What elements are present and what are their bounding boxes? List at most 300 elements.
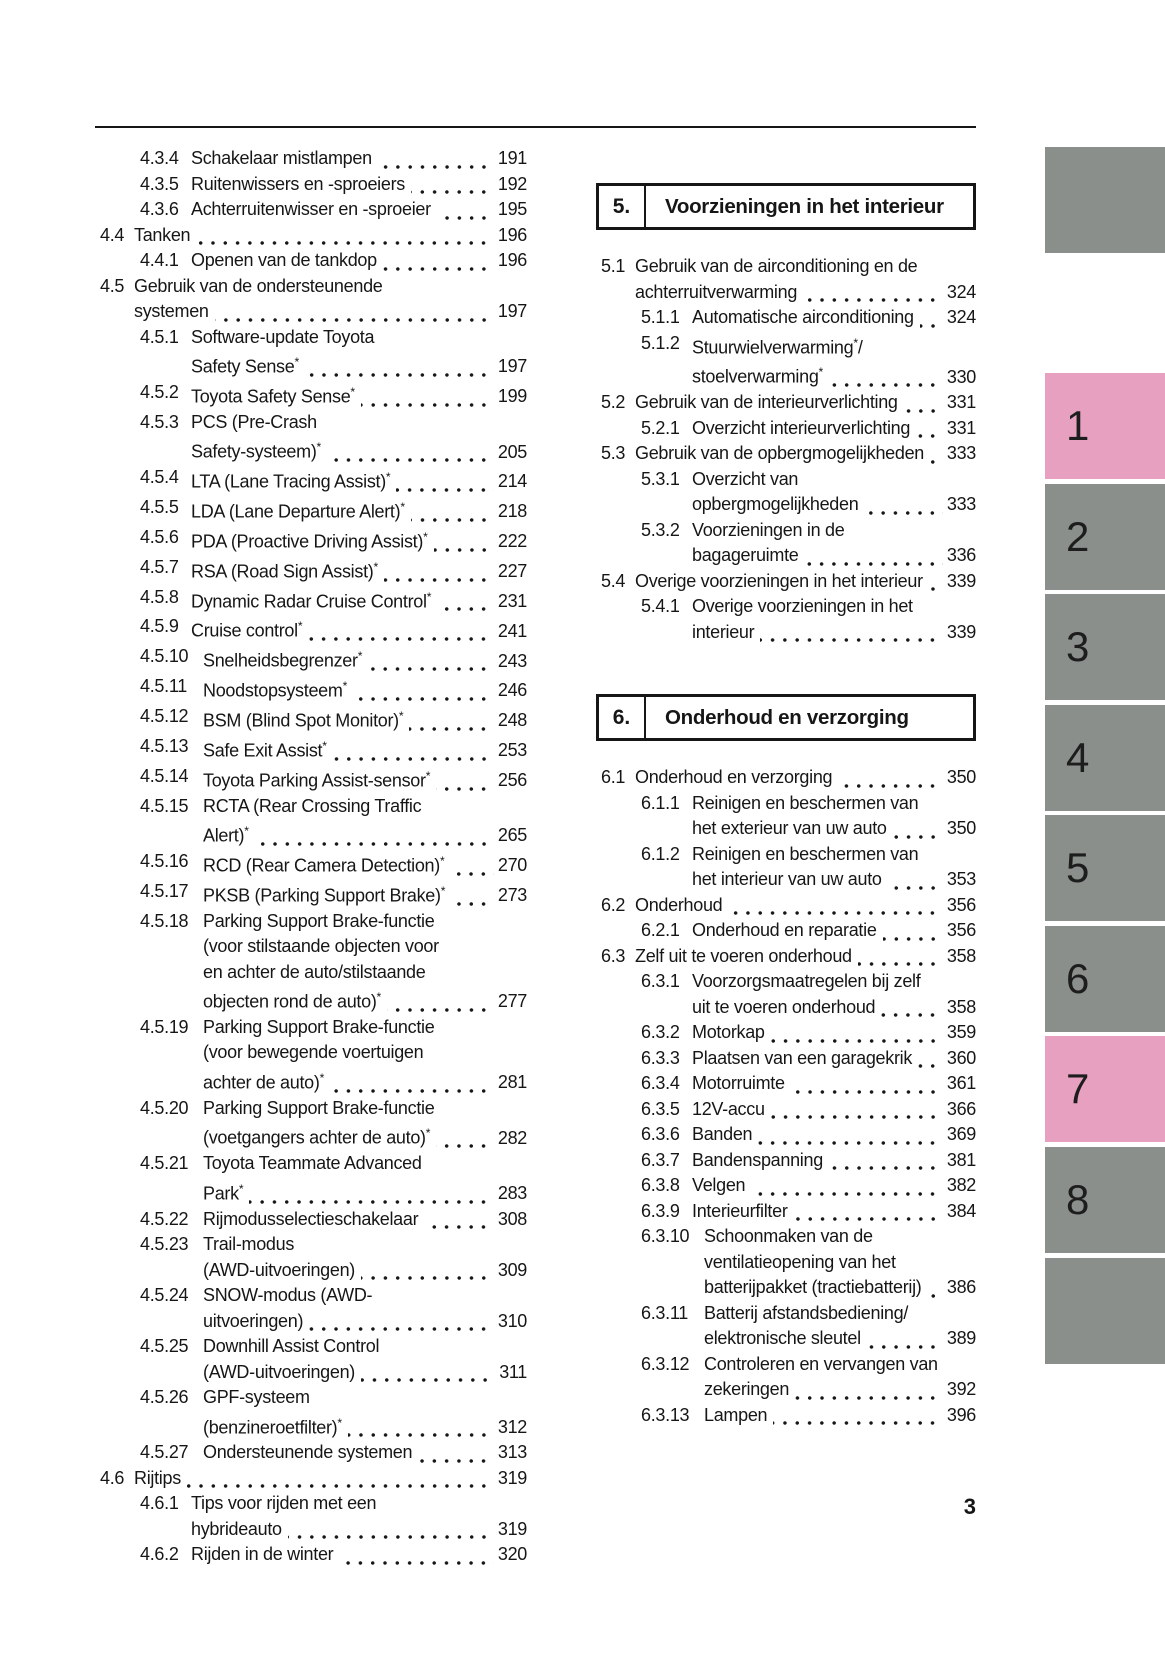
toc-entry-text: LDA (Lane Departure Alert)* xyxy=(191,499,405,522)
toc-entry-text: Alert)* xyxy=(203,824,249,846)
toc-entry-text: achter de auto)* xyxy=(203,1070,325,1093)
toc-entry-page: 331 xyxy=(946,417,976,438)
toc-entry-page: 192 xyxy=(497,173,527,194)
toc-entry-number: 6.1 xyxy=(601,767,626,788)
toc-entry-page: 350 xyxy=(946,767,976,788)
toc-entry-number: 4.3.4 xyxy=(140,148,179,168)
chapter-tab-label: 3 xyxy=(1066,623,1090,670)
toc-entry-number: 4.5.2 xyxy=(140,381,179,402)
toc-entry-page: 222 xyxy=(497,531,527,552)
toc-entry-text: het interieur van uw auto xyxy=(692,869,882,890)
toc-entry-text: Reinigen en beschermen van xyxy=(692,792,919,813)
toc-entry-5.4 xyxy=(596,569,976,595)
toc-column-right xyxy=(596,183,976,1428)
dot-leader xyxy=(434,546,494,555)
toc-entry-line xyxy=(134,223,527,249)
toc-entry-text: Achterruitenwisser en -sproeier xyxy=(191,199,431,219)
dot-leader xyxy=(760,636,943,645)
toc-entry-text: Ondersteunende systemen xyxy=(203,1442,413,1463)
dot-leader xyxy=(791,1088,943,1097)
toc-entry-text: 12V-accu xyxy=(692,1098,765,1119)
dot-leader xyxy=(803,296,943,305)
toc-entry-6.3.1 xyxy=(596,969,976,1020)
toc-entry-line xyxy=(692,305,976,331)
toc-entry-text: Onderhoud en verzorging xyxy=(635,767,833,788)
toc-entry-page: 358 xyxy=(946,996,976,1017)
dot-leader xyxy=(450,870,493,879)
toc-entry-page: 356 xyxy=(946,894,976,915)
toc-entry-text: PDA (Proactive Driving Assist)* xyxy=(191,529,428,552)
toc-entry-5.2.1 xyxy=(596,416,976,442)
toc-entry-page: 246 xyxy=(497,680,527,701)
toc-entry-line xyxy=(203,1309,527,1335)
toc-entry-text: Onderhoud xyxy=(635,894,723,915)
toc-entry-line xyxy=(704,1250,976,1276)
dot-leader xyxy=(348,1431,494,1440)
toc-entry-number: 6.1.1 xyxy=(641,792,680,813)
toc-entry-page: 253 xyxy=(497,740,527,761)
toc-entry-page: 309 xyxy=(497,1259,527,1280)
toc-entry-6.2 xyxy=(596,893,976,919)
toc-entry-number: 6.3.13 xyxy=(641,1404,690,1425)
toc-entry-line xyxy=(704,1301,976,1327)
dot-leader xyxy=(758,1139,943,1148)
toc-entry-number: 6.3.7 xyxy=(641,1149,680,1170)
toc-entry-number: 6.2 xyxy=(601,894,626,915)
asterisk-superscript: * xyxy=(294,355,299,369)
toc-entry-number: 4.5.10 xyxy=(140,646,189,667)
dot-leader xyxy=(424,1223,494,1232)
dot-leader xyxy=(308,635,494,644)
toc-entry-number: 4.5.8 xyxy=(140,586,179,607)
dot-leader xyxy=(411,516,494,525)
toc-entry-text: Rijmodusselectieschakelaar xyxy=(203,1208,419,1229)
toc-entry-text: achterruitverwarming xyxy=(635,281,798,302)
toc-entry-line xyxy=(203,1232,527,1258)
asterisk-superscript: * xyxy=(337,1415,342,1430)
toc-entry-4.5.17 xyxy=(95,879,527,909)
toc-entry-number: 4.4.1 xyxy=(140,250,179,270)
toc-entry-number: 4.5 xyxy=(100,275,125,296)
toc-entry-line xyxy=(692,360,976,390)
toc-entry-number: 4.6.1 xyxy=(140,1493,179,1514)
dot-leader xyxy=(773,1419,943,1428)
toc-entry-page: 356 xyxy=(946,920,976,941)
asterisk-superscript: * xyxy=(316,440,322,455)
page-number: 3 xyxy=(963,1494,976,1519)
toc-entry-6.3.12 xyxy=(596,1352,976,1403)
toc-entry-4.5.1 xyxy=(95,325,527,380)
toc-entry-number: 4.5.18 xyxy=(140,910,189,931)
toc-entry-4.5.18 xyxy=(95,909,527,1015)
toc-entry-text: (voor bewegende voertuigen xyxy=(203,1042,424,1063)
dot-leader xyxy=(437,214,494,223)
toc-entry-number: 6.1.2 xyxy=(641,843,680,864)
toc-entry-6.3.6 xyxy=(596,1122,976,1148)
toc-entry-line xyxy=(692,969,976,995)
toc-entry-line xyxy=(704,1377,976,1403)
toc-entry-number: 4.5.13 xyxy=(140,735,189,756)
toc-entry-text: Banden xyxy=(692,1124,753,1145)
toc-entry-text: GPF-systeem xyxy=(203,1387,310,1408)
section-header-box xyxy=(596,694,976,741)
chapter-tab-blank xyxy=(1045,147,1165,253)
toc-entry-number: 6.3.5 xyxy=(641,1098,680,1119)
chapter-tab-8 xyxy=(1045,1147,1165,1253)
toc-entry-text: RSA (Road Sign Assist)* xyxy=(191,559,378,582)
toc-entry-text: Toyota Teammate Advanced xyxy=(203,1153,422,1174)
toc-entry-4.6 xyxy=(95,1466,527,1492)
toc-entry-text: (benzineroetfilter)* xyxy=(203,1415,342,1437)
toc-entry-line xyxy=(203,819,527,849)
toc-entry-text: (AWD-uitvoeringen) xyxy=(203,1361,355,1382)
toc-entry-text: Overzicht interieurverlichting xyxy=(692,417,911,438)
toc-entry-line xyxy=(203,1207,527,1233)
toc-entry-line xyxy=(692,816,976,842)
toc-entry-text: Schakelaar mistlampen xyxy=(191,148,372,168)
dot-leader xyxy=(881,1011,943,1020)
asterisk-superscript: * xyxy=(818,365,824,380)
toc-entry-page: 265 xyxy=(497,825,527,846)
toc-entry-text: (voetgangers achter de auto)* xyxy=(203,1126,431,1148)
dot-leader xyxy=(288,1533,494,1542)
toc-entry-line xyxy=(203,1066,527,1096)
toc-entry-number: 4.5.26 xyxy=(140,1387,189,1408)
toc-entry-4.5.6 xyxy=(95,525,527,555)
toc-section-5 xyxy=(596,183,976,645)
dot-leader xyxy=(387,1006,494,1015)
toc-entry-page: 389 xyxy=(946,1328,976,1349)
toc-entry-6.3.10 xyxy=(596,1224,976,1301)
toc-entry-text: Safety Sense* xyxy=(191,355,299,377)
toc-entry-text: Park* xyxy=(203,1181,244,1204)
toc-entry-line xyxy=(692,492,976,518)
toc-entry-page: 196 xyxy=(497,250,527,270)
asterisk-superscript: * xyxy=(400,499,405,514)
toc-entry-page: 311 xyxy=(499,1361,527,1382)
toc-entry-page: 283 xyxy=(497,1183,527,1204)
toc-entry-number: 4.5.14 xyxy=(140,765,189,786)
toc-entry-text: bagageruimte xyxy=(692,545,799,566)
toc-entry-page: 330 xyxy=(946,366,976,387)
toc-entry-number: 4.6 xyxy=(100,1467,125,1488)
toc-entry-line xyxy=(203,734,527,764)
toc-entry-4.4.1 xyxy=(95,248,527,274)
dot-leader xyxy=(829,381,943,390)
toc-entry-line xyxy=(635,441,976,467)
toc-entry-4.5.3 xyxy=(95,410,527,465)
toc-entry-number: 4.5.9 xyxy=(140,616,179,637)
toc-entry-4.5.14 xyxy=(95,764,527,794)
toc-entry-page: 361 xyxy=(946,1073,976,1094)
toc-entry-page: 282 xyxy=(497,1127,527,1148)
dot-leader xyxy=(918,1062,943,1071)
toc-entry-number: 4.5.22 xyxy=(140,1208,189,1229)
toc-entry-text: Safe Exit Assist* xyxy=(203,738,327,761)
toc-entry-page: 353 xyxy=(946,869,976,890)
toc-entry-text: Downhill Assist Control xyxy=(203,1336,380,1357)
toc-entry-number: 4.5.11 xyxy=(140,676,187,697)
toc-entry-line xyxy=(635,944,976,970)
dot-leader xyxy=(771,1037,943,1046)
toc-entry-line xyxy=(692,620,976,646)
toc-entry-line xyxy=(134,1466,527,1492)
toc-entry-text: RCD (Rear Camera Detection)* xyxy=(203,853,445,876)
toc-entry-4.5.23 xyxy=(95,1232,527,1283)
asterisk-superscript: * xyxy=(426,589,432,604)
toc-entry-text: Rijtips xyxy=(134,1467,181,1488)
toc-entry-line xyxy=(134,299,527,325)
toc-entry-text: Toyota Safety Sense* xyxy=(191,384,355,407)
toc-entry-page: 205 xyxy=(497,441,527,462)
toc-entry-line xyxy=(635,390,976,416)
toc-entry-page: 324 xyxy=(946,307,976,327)
toc-entry-page: 248 xyxy=(497,710,527,731)
toc-entry-line xyxy=(191,197,527,223)
toc-entry-page: 384 xyxy=(946,1200,976,1221)
toc-section-6 xyxy=(596,694,976,1428)
toc-entry-6.1.2 xyxy=(596,842,976,893)
dot-leader xyxy=(451,900,494,909)
toc-entry-text: stoelverwarming* xyxy=(692,365,824,387)
asterisk-superscript: * xyxy=(238,1181,244,1196)
toc-entry-5.3 xyxy=(596,441,976,467)
toc-entry-4.5.5 xyxy=(95,495,527,525)
chapter-tab-blank xyxy=(1045,1258,1165,1364)
toc-entry-page: 197 xyxy=(497,301,527,321)
toc-entry-line xyxy=(692,467,976,493)
toc-entry-text: Toyota Parking Assist-sensor* xyxy=(203,768,431,791)
dot-leader xyxy=(353,695,494,704)
toc-entry-line xyxy=(692,842,976,868)
toc-entry-page: 273 xyxy=(497,885,527,906)
toc-entry-text: RCTA (Rear Crossing Traffic xyxy=(203,795,422,816)
toc-entry-4.5.4 xyxy=(95,465,527,495)
toc-entry-number: 6.3.8 xyxy=(641,1175,680,1196)
toc-entry-line xyxy=(191,555,527,585)
toc-entry-line xyxy=(191,585,527,615)
toc-entry-5.3.2 xyxy=(596,518,976,569)
toc-entry-number: 5.1.1 xyxy=(641,307,680,327)
dot-leader xyxy=(858,960,943,969)
toc-entry-page: 339 xyxy=(946,621,976,642)
toc-entry-text: PCS (Pre-Crash xyxy=(191,411,317,432)
dot-leader xyxy=(794,1215,943,1224)
asterisk-superscript: * xyxy=(244,824,249,839)
toc-entry-6.3.13 xyxy=(596,1403,976,1429)
toc-entry-line xyxy=(191,380,527,410)
toc-entry-text: Ruitenwissers en -sproeiers xyxy=(191,173,405,194)
section-title: Onderhoud en verzorging xyxy=(665,705,909,729)
chapter-tab-5 xyxy=(1045,815,1165,921)
toc-entry-line xyxy=(203,1283,527,1309)
toc-entry-line xyxy=(692,416,976,442)
section-header-box xyxy=(596,183,976,230)
toc-entry-text: Stuurwielverwarming*/ xyxy=(692,335,863,357)
toc-entry-text: Parking Support Brake-functie xyxy=(203,1097,435,1118)
toc-entry-text: Plaatsen van een garagekrik xyxy=(692,1047,913,1068)
toc-entry-text: Motorruimte xyxy=(692,1073,785,1094)
toc-entry-line xyxy=(191,435,527,465)
toc-entry-text: uitvoeringen) xyxy=(203,1310,304,1331)
toc-entry-line xyxy=(203,1360,527,1386)
toc-entry-line xyxy=(203,1177,527,1207)
dot-leader xyxy=(396,486,493,495)
toc-entry-text: Overzicht van xyxy=(692,468,799,489)
toc-entry-page: 231 xyxy=(497,590,527,611)
chapter-tab-4 xyxy=(1045,705,1165,811)
toc-entry-text: Overige voorzieningen in het xyxy=(692,596,913,617)
toc-entry-6.3.9 xyxy=(596,1199,976,1225)
dot-leader xyxy=(309,1325,494,1334)
toc-entry-line xyxy=(203,909,527,935)
toc-entry-page: 381 xyxy=(946,1149,976,1170)
toc-entry-line xyxy=(203,1385,527,1411)
toc-entry-text: Voorzieningen in de xyxy=(692,519,845,540)
asterisk-superscript: * xyxy=(398,708,404,723)
toc-entry-text: hybrideauto xyxy=(191,1518,282,1539)
toc-entry-line xyxy=(203,960,527,986)
dot-leader xyxy=(409,725,494,734)
asterisk-superscript: * xyxy=(322,738,327,753)
toc-entry-6.1 xyxy=(596,765,976,791)
toc-entry-line xyxy=(704,1326,976,1352)
toc-entry-text: Tanken xyxy=(134,224,191,245)
toc-entry-text: Dynamic Radar Cruise Control* xyxy=(191,589,432,611)
toc-entry-text: (AWD-uitvoeringen) xyxy=(203,1259,355,1280)
chapter-tab-label: 4 xyxy=(1066,734,1090,781)
toc-entry-page: 308 xyxy=(497,1208,527,1229)
toc-entry-number: 6.3.3 xyxy=(641,1047,680,1068)
toc-entry-page: 336 xyxy=(946,545,976,566)
toc-entry-page: 312 xyxy=(497,1416,527,1437)
toc-entry-number: 5.3.2 xyxy=(641,519,680,540)
toc-entry-text: ventilatieopening van het xyxy=(704,1251,896,1272)
toc-entry-page: 313 xyxy=(497,1442,527,1463)
toc-entry-4.5.16 xyxy=(95,849,527,879)
toc-entry-page: 369 xyxy=(946,1124,976,1145)
toc-entry-number: 4.5.20 xyxy=(140,1097,189,1118)
dot-leader xyxy=(883,935,943,944)
toc-entry-line xyxy=(203,1040,527,1066)
toc-entry-line xyxy=(191,248,527,274)
toc-entry-line xyxy=(692,1097,976,1123)
toc-entry-page: 366 xyxy=(946,1098,976,1119)
toc-entry-number: 4.5.25 xyxy=(140,1336,189,1357)
toc-entry-text: Batterij afstandsbediening/ xyxy=(704,1302,909,1323)
chapter-tab-7 xyxy=(1045,1036,1165,1142)
toc-entry-line xyxy=(692,791,976,817)
toc-entry-5.4.1 xyxy=(596,594,976,645)
toc-entry-text: Openen van de tankdop xyxy=(191,250,377,270)
toc-entry-page: 350 xyxy=(946,818,976,839)
toc-entry-text: Noodstopsysteem* xyxy=(203,679,348,701)
toc-entry-4.5.8 xyxy=(95,585,527,615)
toc-entry-page: 396 xyxy=(946,1404,976,1425)
toc-entry-line xyxy=(692,1071,976,1097)
toc-entry-page: 191 xyxy=(497,148,527,168)
chapter-tab-label: 7 xyxy=(1066,1065,1090,1112)
chapter-tab-6 xyxy=(1045,926,1165,1032)
toc-entry-number: 5.2.1 xyxy=(641,417,680,438)
dot-leader xyxy=(215,316,494,325)
toc-entry-4.5.26 xyxy=(95,1385,527,1440)
toc-entry-line xyxy=(203,704,527,734)
toc-entry-line xyxy=(692,594,976,620)
toc-entry-4.5.27 xyxy=(95,1440,527,1466)
toc-entry-text: LTA (Lane Tracing Assist)* xyxy=(191,470,391,492)
dot-leader xyxy=(929,585,943,594)
toc-entry-number: 4.3.6 xyxy=(140,199,179,219)
toc-entry-line xyxy=(203,674,527,704)
toc-entry-number: 4.5.4 xyxy=(140,467,179,488)
toc-entry-4.6.2 xyxy=(95,1542,527,1568)
toc-entry-text: Tips voor rijden met een xyxy=(191,1493,377,1514)
toc-entry-page: 227 xyxy=(497,561,527,582)
toc-entry-number: 6.2.1 xyxy=(641,920,680,941)
toc-entry-text: interieur xyxy=(692,621,755,642)
asterisk-superscript: * xyxy=(357,649,363,664)
toc-entry-line xyxy=(692,995,976,1021)
toc-entry-line xyxy=(692,1173,976,1199)
toc-entry-line xyxy=(635,765,976,791)
toc-entry-text: opbergmogelijkheden xyxy=(692,494,859,515)
toc-entry-line xyxy=(203,849,527,879)
toc-entry-4.5.7 xyxy=(95,555,527,585)
toc-entry-number: 6.3.6 xyxy=(641,1124,680,1145)
toc-entry-line xyxy=(191,172,527,198)
asterisk-superscript: * xyxy=(425,768,431,783)
asterisk-superscript: * xyxy=(439,853,445,868)
toc-entry-text: Gebruik van de interieurverlichting xyxy=(635,392,898,413)
dot-leader xyxy=(339,1559,493,1568)
dot-leader xyxy=(327,456,494,465)
toc-entry-number: 6.3.10 xyxy=(641,1226,690,1247)
toc-entry-number: 4.5.27 xyxy=(140,1442,189,1463)
toc-entry-page: 243 xyxy=(497,650,527,671)
toc-entry-5.1 xyxy=(596,254,976,305)
dot-leader xyxy=(411,188,494,197)
toc-entry-page: 324 xyxy=(946,281,976,302)
toc-entry-page: 360 xyxy=(946,1047,976,1068)
toc-entry-text: PKSB (Parking Support Brake)* xyxy=(203,883,446,906)
toc-entry-line xyxy=(191,525,527,555)
toc-entry-line xyxy=(191,146,527,172)
section-chapter-number: 5. xyxy=(599,186,646,227)
toc-entry-number: 6.3.2 xyxy=(641,1022,680,1043)
toc-entry-text: Reinigen en beschermen van xyxy=(692,843,919,864)
toc-entry-number: 4.5.3 xyxy=(140,411,179,432)
toc-entry-page: 333 xyxy=(946,443,976,464)
toc-entry-line xyxy=(692,1122,976,1148)
dot-leader xyxy=(436,785,494,794)
toc-entry-6.3.8 xyxy=(596,1173,976,1199)
dot-leader xyxy=(904,407,943,416)
toc-entry-line xyxy=(692,918,976,944)
toc-entry-line xyxy=(692,867,976,893)
dot-leader xyxy=(838,782,943,791)
asterisk-superscript: * xyxy=(376,990,382,1005)
toc-entry-4.5.20 xyxy=(95,1096,527,1151)
toc-entry-page: 195 xyxy=(497,199,527,219)
asterisk-superscript: * xyxy=(319,1070,325,1085)
toc-entry-text: Software-update Toyota xyxy=(191,326,375,347)
toc-entry-page: 310 xyxy=(497,1310,527,1331)
toc-entry-line xyxy=(692,1020,976,1046)
toc-entry-page: 331 xyxy=(946,392,976,413)
toc-entry-text: Motorkap xyxy=(692,1022,765,1043)
dot-leader xyxy=(418,1457,494,1466)
